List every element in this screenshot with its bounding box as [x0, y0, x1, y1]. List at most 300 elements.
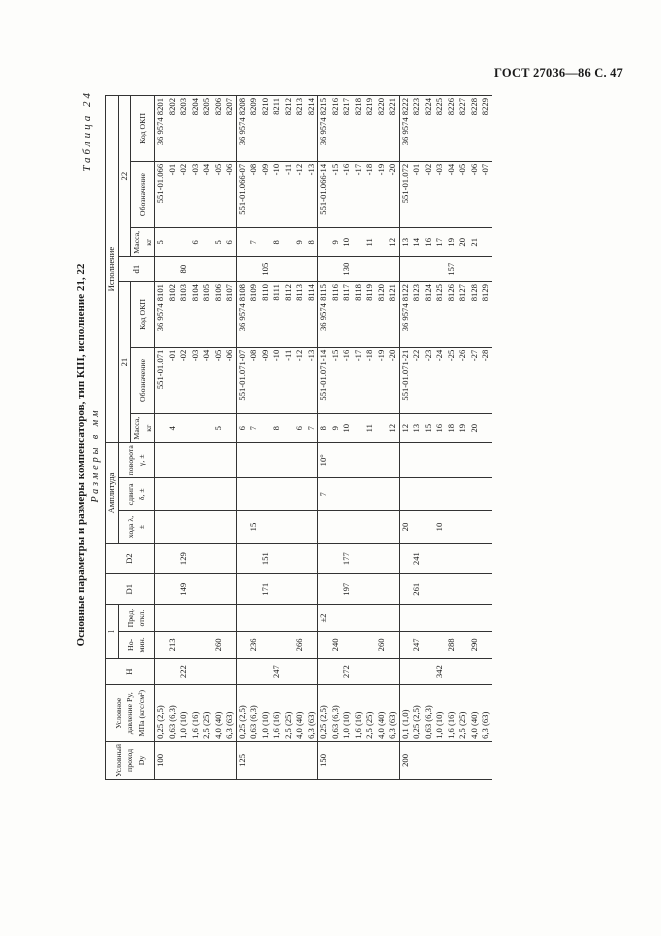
cell-H — [260, 658, 272, 685]
cell-dy — [306, 741, 318, 779]
cell-designation-21: -13 — [306, 347, 318, 413]
cell-amp-turn — [446, 443, 458, 478]
cell-okp-21: 8121 — [387, 282, 399, 348]
cell-mass-21 — [155, 414, 167, 443]
cell-d1 — [283, 257, 295, 282]
cell-mass-21: 6 — [236, 414, 248, 443]
cell-l-nom: 213 — [167, 631, 179, 658]
cell-amp-shear — [260, 478, 272, 511]
cell-D1: 149 — [178, 574, 190, 605]
cell-H — [224, 658, 236, 685]
cell-mass-21 — [376, 414, 388, 443]
cell-l-nom: 290 — [469, 631, 481, 658]
cell-amp-axial — [271, 511, 283, 544]
table-row — [387, 96, 399, 780]
cell-dy — [457, 741, 469, 779]
table-row — [446, 96, 458, 780]
cell-D1 — [236, 574, 248, 605]
cell-pressure: 1,0 (10) — [260, 685, 272, 741]
cell-mass-22: 12 — [387, 228, 399, 257]
cell-amp-axial — [190, 511, 202, 544]
cell-D1 — [364, 574, 376, 605]
cell-D1 — [480, 574, 492, 605]
cell-H — [411, 658, 423, 685]
cell-l-dev — [260, 605, 272, 632]
cell-mass-22: 7 — [248, 228, 260, 257]
header-amp-shear: сдвига δ, ± — [118, 478, 155, 511]
cell-mass-22: 14 — [411, 228, 423, 257]
cell-l-dev — [224, 605, 236, 632]
cell-mass-21 — [201, 414, 213, 443]
cell-d1 — [318, 257, 330, 282]
cell-amp-turn — [364, 443, 376, 478]
cell-dy — [411, 741, 423, 779]
cell-mass-22 — [178, 228, 190, 257]
cell-l-nom — [434, 631, 446, 658]
cell-okp-21: 36 9574 8101 — [155, 282, 167, 348]
table-row — [469, 96, 481, 780]
cell-amp-turn — [224, 443, 236, 478]
cell-amp-axial — [364, 511, 376, 544]
header-okp-21: Код ОКП — [131, 282, 155, 348]
cell-designation-22: -15 — [330, 161, 342, 227]
cell-d1 — [201, 257, 213, 282]
table-row — [178, 96, 190, 780]
cell-dy — [341, 741, 353, 779]
cell-amp-turn — [376, 443, 388, 478]
cell-okp-22: 8203 — [178, 96, 190, 162]
cell-H — [387, 658, 399, 685]
cell-amp-axial — [457, 511, 469, 544]
cell-designation-22: -09 — [260, 161, 272, 227]
header-mass-22: Масса, кг — [131, 228, 155, 257]
cell-l-dev — [353, 605, 365, 632]
cell-okp-22: 8217 — [341, 96, 353, 162]
cell-D2 — [480, 543, 492, 574]
cell-dy — [190, 741, 202, 779]
cell-okp-22: 8212 — [283, 96, 295, 162]
cell-mass-22 — [167, 228, 179, 257]
cell-mass-22 — [201, 228, 213, 257]
cell-okp-21: 8128 — [469, 282, 481, 348]
cell-amp-axial: 10 — [434, 511, 446, 544]
cell-pressure: 4,0 (40) — [213, 685, 225, 741]
cell-l-nom — [341, 631, 353, 658]
cell-pressure: 1,6 (16) — [271, 685, 283, 741]
cell-l-nom — [306, 631, 318, 658]
cell-okp-21: 8116 — [330, 282, 342, 348]
cell-pressure: 1,0 (10) — [341, 685, 353, 741]
header-amplitude: Амплитуда — [106, 443, 119, 544]
cell-okp-21: 8118 — [353, 282, 365, 348]
cell-okp-21: 8103 — [178, 282, 190, 348]
cell-D2: 241 — [411, 543, 423, 574]
cell-mass-21: 10 — [341, 414, 353, 443]
cell-D2 — [364, 543, 376, 574]
cell-d1 — [190, 257, 202, 282]
cell-mass-22 — [353, 228, 365, 257]
cell-dy — [434, 741, 446, 779]
header-l: l — [106, 605, 119, 659]
cell-amp-axial — [260, 511, 272, 544]
cell-dy — [178, 741, 190, 779]
cell-l-nom — [178, 631, 190, 658]
cell-l-dev — [376, 605, 388, 632]
cell-designation-21: -17 — [353, 347, 365, 413]
header-dy: Условный проход Dy — [106, 741, 155, 779]
table-row — [364, 96, 376, 780]
cell-dy — [423, 741, 435, 779]
cell-D2 — [248, 543, 260, 574]
cell-mass-22: 5 — [155, 228, 167, 257]
cell-amp-shear — [167, 478, 179, 511]
cell-mass-21: 18 — [446, 414, 458, 443]
cell-okp-21: 8106 — [213, 282, 225, 348]
cell-okp-22: 8218 — [353, 96, 365, 162]
cell-amp-axial — [224, 511, 236, 544]
cell-mass-22 — [283, 228, 295, 257]
cell-designation-22: -02 — [423, 161, 435, 227]
cell-d1 — [469, 257, 481, 282]
cell-d1 — [236, 257, 248, 282]
cell-d1 — [330, 257, 342, 282]
cell-D1: 261 — [411, 574, 423, 605]
cell-pressure: 1,6 (16) — [190, 685, 202, 741]
cell-mass-21: 7 — [306, 414, 318, 443]
cell-d1 — [353, 257, 365, 282]
cell-l-nom — [364, 631, 376, 658]
cell-okp-21: 8120 — [376, 282, 388, 348]
cell-amp-shear — [306, 478, 318, 511]
cell-amp-shear — [341, 478, 353, 511]
cell-d1 — [376, 257, 388, 282]
cell-l-nom — [190, 631, 202, 658]
cell-l-dev — [248, 605, 260, 632]
header-D1: D1 — [106, 574, 155, 605]
cell-okp-21: 8125 — [434, 282, 446, 348]
cell-designation-22: -06 — [469, 161, 481, 227]
table-row — [283, 96, 295, 780]
cell-okp-21: 8105 — [201, 282, 213, 348]
cell-amp-shear — [399, 478, 411, 511]
cell-dy — [224, 741, 236, 779]
cell-H — [190, 658, 202, 685]
cell-amp-axial — [155, 511, 167, 544]
cell-D2 — [155, 543, 167, 574]
cell-okp-22: 8223 — [411, 96, 423, 162]
cell-mass-21: 5 — [213, 414, 225, 443]
cell-d1 — [167, 257, 179, 282]
table-row — [224, 96, 236, 780]
cell-dy — [364, 741, 376, 779]
cell-designation-21: 551-01.071 — [155, 347, 167, 413]
cell-D2 — [190, 543, 202, 574]
cell-pressure: 6,3 (63) — [224, 685, 236, 741]
rotated-table-area — [75, 90, 595, 780]
cell-designation-21: -08 — [248, 347, 260, 413]
cell-amp-axial — [353, 511, 365, 544]
cell-l-nom — [236, 631, 248, 658]
cell-l-nom — [155, 631, 167, 658]
cell-designation-22: -19 — [376, 161, 388, 227]
cell-dy — [294, 741, 306, 779]
cell-amp-axial — [411, 511, 423, 544]
cell-D1 — [318, 574, 330, 605]
cell-designation-21: -25 — [446, 347, 458, 413]
cell-H — [306, 658, 318, 685]
cell-amp-shear — [480, 478, 492, 511]
cell-okp-22: 8210 — [260, 96, 272, 162]
cell-amp-shear — [469, 478, 481, 511]
cell-amp-axial — [480, 511, 492, 544]
cell-D2 — [213, 543, 225, 574]
table-row — [341, 96, 353, 780]
cell-l-nom: 247 — [411, 631, 423, 658]
cell-l-dev — [190, 605, 202, 632]
cell-pressure: 0,25 (2,5) — [318, 685, 330, 741]
cell-H — [201, 658, 213, 685]
cell-amp-axial — [178, 511, 190, 544]
cell-l-dev — [480, 605, 492, 632]
cell-designation-21: -02 — [178, 347, 190, 413]
table-row — [376, 96, 388, 780]
cell-l-nom: 288 — [446, 631, 458, 658]
cell-D2 — [306, 543, 318, 574]
table-row — [260, 96, 272, 780]
cell-mass-22: 6 — [190, 228, 202, 257]
table-row — [411, 96, 423, 780]
cell-amp-shear — [353, 478, 365, 511]
cell-okp-21: 8107 — [224, 282, 236, 348]
cell-D2 — [236, 543, 248, 574]
cell-amp-turn — [248, 443, 260, 478]
cell-designation-22: -04 — [446, 161, 458, 227]
cell-amp-shear: 7 — [318, 478, 330, 511]
cell-dy — [260, 741, 272, 779]
cell-D2 — [353, 543, 365, 574]
cell-pressure: 2,5 (25) — [283, 685, 295, 741]
cell-pressure: 4,0 (40) — [469, 685, 481, 741]
cell-amp-turn — [434, 443, 446, 478]
cell-H: 247 — [271, 658, 283, 685]
cell-amp-turn — [260, 443, 272, 478]
cell-l-nom: 240 — [330, 631, 342, 658]
cell-amp-turn — [201, 443, 213, 478]
cell-mass-21: 19 — [457, 414, 469, 443]
cell-amp-axial: 20 — [399, 511, 411, 544]
header-pressure: Условное давление Py, МПа (кгс/см²) — [106, 685, 155, 741]
cell-mass-21 — [190, 414, 202, 443]
cell-amp-turn: 10° — [318, 443, 330, 478]
cell-mass-21: 20 — [469, 414, 481, 443]
cell-H — [446, 658, 458, 685]
cell-H — [213, 658, 225, 685]
table-row — [213, 96, 225, 780]
cell-D1 — [224, 574, 236, 605]
cell-D1 — [387, 574, 399, 605]
cell-okp-21: 8124 — [423, 282, 435, 348]
page-header: ГОСТ 27036—86 С. 47 — [494, 66, 623, 80]
header-designation-21: Обозначение — [131, 347, 155, 413]
cell-designation-21: -10 — [271, 347, 283, 413]
cell-D2: 129 — [178, 543, 190, 574]
cell-amp-shear — [224, 478, 236, 511]
cell-designation-22: -13 — [306, 161, 318, 227]
table-row — [167, 96, 179, 780]
cell-designation-21: -27 — [469, 347, 481, 413]
cell-D1 — [469, 574, 481, 605]
table-row — [330, 96, 342, 780]
cell-D2 — [271, 543, 283, 574]
cell-amp-axial — [423, 511, 435, 544]
cell-mass-22: 6 — [224, 228, 236, 257]
cell-D1 — [457, 574, 469, 605]
cell-okp-21: 8129 — [480, 282, 492, 348]
cell-amp-axial — [283, 511, 295, 544]
cell-amp-shear — [294, 478, 306, 511]
cell-H — [294, 658, 306, 685]
cell-d1: 130 — [341, 257, 353, 282]
cell-H — [399, 658, 411, 685]
cell-H — [330, 658, 342, 685]
cell-H — [318, 658, 330, 685]
cell-l-dev: ±2 — [318, 605, 330, 632]
cell-pressure: 1,0 (10) — [178, 685, 190, 741]
cell-mass-22: 19 — [446, 228, 458, 257]
cell-okp-21: 36 9574 8115 — [318, 282, 330, 348]
cell-designation-22: -03 — [190, 161, 202, 227]
cell-l-nom — [283, 631, 295, 658]
cell-H — [480, 658, 492, 685]
cell-amp-shear — [457, 478, 469, 511]
cell-mass-21: 7 — [248, 414, 260, 443]
cell-dy — [248, 741, 260, 779]
cell-pressure: 0,1 (1,0) — [399, 685, 411, 741]
cell-okp-21: 36 9574 8108 — [236, 282, 248, 348]
table-row — [318, 96, 330, 780]
cell-amp-axial — [213, 511, 225, 544]
cell-amp-turn — [283, 443, 295, 478]
cell-dy — [353, 741, 365, 779]
cell-pressure: 2,5 (25) — [364, 685, 376, 741]
cell-D2 — [399, 543, 411, 574]
cell-amp-turn — [387, 443, 399, 478]
cell-mass-22: 11 — [364, 228, 376, 257]
cell-D1 — [213, 574, 225, 605]
cell-okp-21: 8110 — [260, 282, 272, 348]
cell-D1 — [330, 574, 342, 605]
cell-pressure: 2,5 (25) — [457, 685, 469, 741]
cell-okp-22: 8202 — [167, 96, 179, 162]
cell-designation-22: 551-01.072 — [399, 161, 411, 227]
cell-D2: 151 — [260, 543, 272, 574]
cell-l-nom — [271, 631, 283, 658]
cell-amp-axial — [469, 511, 481, 544]
header-d1: d1 — [118, 257, 155, 282]
cell-amp-axial — [294, 511, 306, 544]
cell-dy — [446, 741, 458, 779]
table-row — [399, 96, 411, 780]
header-designation-22: Обозначение — [131, 161, 155, 227]
cell-l-nom: 260 — [213, 631, 225, 658]
cell-amp-shear — [376, 478, 388, 511]
cell-designation-21: -15 — [330, 347, 342, 413]
cell-mass-21 — [260, 414, 272, 443]
table-row — [423, 96, 435, 780]
cell-okp-21: 8112 — [283, 282, 295, 348]
cell-D1 — [201, 574, 213, 605]
cell-l-dev — [167, 605, 179, 632]
table-number: Таблица 24 — [81, 90, 93, 172]
cell-d1 — [271, 257, 283, 282]
cell-designation-22: -18 — [364, 161, 376, 227]
cell-amp-axial — [236, 511, 248, 544]
cell-dy — [480, 741, 492, 779]
cell-pressure: 6,3 (63) — [306, 685, 318, 741]
cell-D2 — [423, 543, 435, 574]
cell-l-dev — [469, 605, 481, 632]
table-row — [306, 96, 318, 780]
cell-pressure: 0,25 (2,5) — [155, 685, 167, 741]
cell-d1 — [434, 257, 446, 282]
cell-H: 272 — [341, 658, 353, 685]
cell-okp-21: 8109 — [248, 282, 260, 348]
header-l-nom: Но-мин. — [118, 631, 155, 658]
cell-mass-21: 16 — [434, 414, 446, 443]
cell-mass-21: 9 — [330, 414, 342, 443]
cell-okp-21: 8113 — [294, 282, 306, 348]
cell-designation-21: -22 — [411, 347, 423, 413]
cell-pressure: 6,3 (63) — [387, 685, 399, 741]
cell-mass-21: 12 — [399, 414, 411, 443]
cell-designation-22: -02 — [178, 161, 190, 227]
cell-D2 — [446, 543, 458, 574]
cell-okp-22: 8207 — [224, 96, 236, 162]
cell-H — [167, 658, 179, 685]
cell-amp-turn — [399, 443, 411, 478]
cell-mass-22: 17 — [434, 228, 446, 257]
cell-designation-22: -17 — [353, 161, 365, 227]
cell-l-nom: 260 — [376, 631, 388, 658]
cell-d1 — [411, 257, 423, 282]
cell-okp-22: 8206 — [213, 96, 225, 162]
cell-H — [248, 658, 260, 685]
cell-mass-22: 16 — [423, 228, 435, 257]
table-row — [271, 96, 283, 780]
cell-designation-21: 551-01.071-21 — [399, 347, 411, 413]
cell-D2 — [294, 543, 306, 574]
cell-designation-21: -26 — [457, 347, 469, 413]
cell-d1 — [224, 257, 236, 282]
cell-amp-turn — [271, 443, 283, 478]
cell-dy: 100 — [155, 741, 167, 779]
cell-amp-shear — [423, 478, 435, 511]
cell-okp-22: 8225 — [434, 96, 446, 162]
cell-designation-21: -28 — [480, 347, 492, 413]
cell-D2 — [283, 543, 295, 574]
cell-pressure: 0,25 (2,5) — [411, 685, 423, 741]
cell-designation-21: -16 — [341, 347, 353, 413]
cell-amp-shear — [387, 478, 399, 511]
cell-l-nom — [480, 631, 492, 658]
cell-amp-turn — [353, 443, 365, 478]
cell-pressure: 0,63 (6,3) — [423, 685, 435, 741]
cell-amp-axial — [318, 511, 330, 544]
cell-D2: 177 — [341, 543, 353, 574]
cell-designation-21: -11 — [283, 347, 295, 413]
cell-mass-22: 20 — [457, 228, 469, 257]
cell-mass-21: 8 — [271, 414, 283, 443]
